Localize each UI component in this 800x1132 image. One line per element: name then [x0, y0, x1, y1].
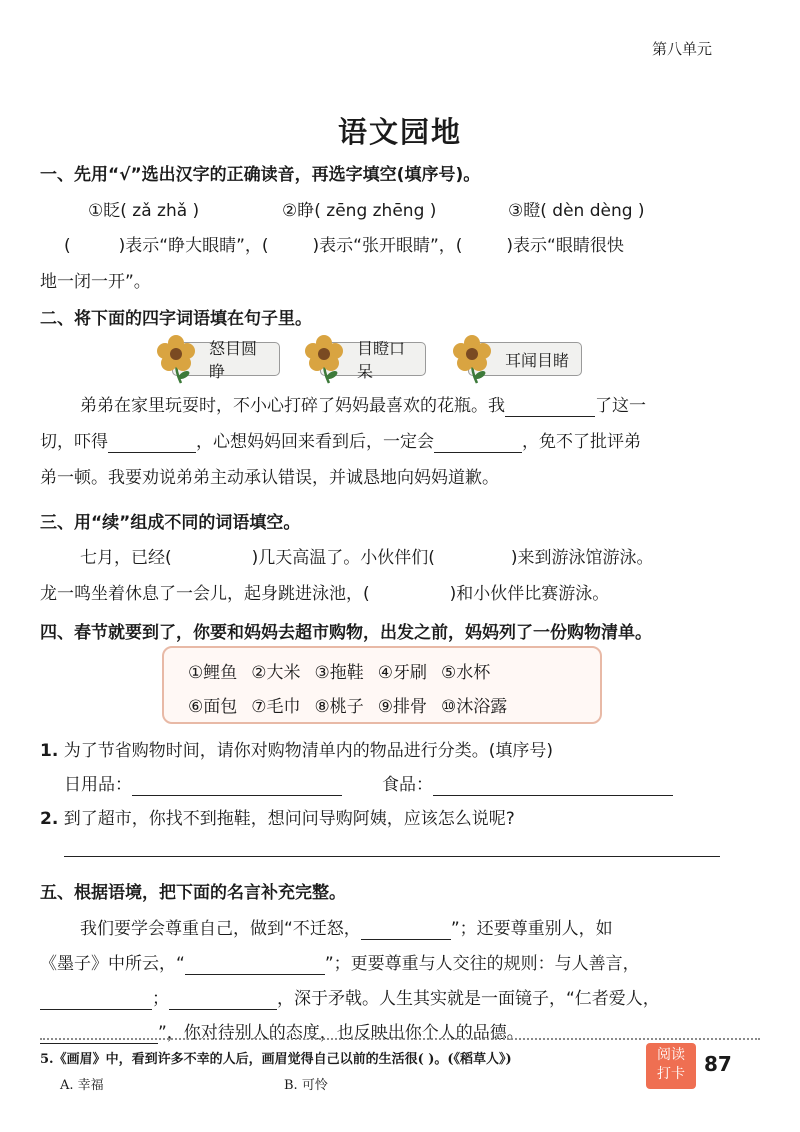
s5-line-3: ； ，深于矛戟。人生其实就是一面镜子，“仁者爱人， [40, 984, 660, 1010]
word-tag-label: 目瞪口呆 [357, 339, 406, 381]
flower-icon [447, 331, 497, 385]
shopping-list-row-2 [188, 692, 521, 717]
section-1-heading: 一、先用“√”选出汉字的正确读音，再选字填空(填序号)。 [40, 165, 481, 185]
pinyin-options[interactable]: ( dèn dèng ) [540, 201, 645, 221]
shopping-list-row-1 [188, 658, 504, 683]
reading-checkin-badge: 阅读 打卡 [646, 1043, 696, 1089]
classification-row [64, 770, 673, 796]
blank[interactable] [434, 432, 522, 453]
shopping-list-box [162, 646, 602, 724]
page-title: 语文园地 [337, 115, 462, 149]
pinyin-choice-3 [508, 196, 645, 221]
daily-goods-answer[interactable] [132, 775, 342, 796]
s3-line-1: 七月，已经( )几天高温了。小伙伴们( )来到游泳馆游泳。 [80, 548, 654, 568]
footer-divider [40, 1038, 760, 1040]
word-tag-label: 耳闻目睹 [505, 350, 570, 370]
section-2-heading: 二、将下面的四字词语填在句子里。 [40, 309, 312, 329]
flower-icon [151, 331, 201, 385]
section-3-heading: 三、用“续”组成不同的词语填空。 [40, 513, 301, 533]
unit-label: 第八单元 [651, 40, 712, 58]
char-label: ①眨 [88, 201, 121, 221]
food-answer[interactable] [433, 775, 673, 796]
answer-line[interactable] [64, 856, 720, 857]
s5-line-1: 我们要学会尊重自己，做到“不迁怒， ”；还要尊重别人，如 [80, 919, 613, 939]
list-item: ⑦毛巾 [251, 697, 301, 717]
char-label: ③瞪 [508, 201, 541, 221]
footer-option-a[interactable]: A. 幸福 [60, 1078, 104, 1093]
blank[interactable] [361, 919, 451, 940]
question-4-1: 1. 为了节省购物时间，请你对购物清单内的物品进行分类。(填序号) [40, 741, 553, 761]
pinyin-options[interactable]: ( zǎ zhǎ ) [120, 201, 200, 221]
food-label: 食品： [382, 775, 433, 795]
blank[interactable] [505, 396, 595, 417]
blank[interactable] [169, 989, 277, 1010]
flower-icon [299, 331, 349, 385]
list-item: ⑥面包 [188, 697, 238, 717]
blank[interactable] [185, 954, 325, 975]
fill-line-1: ( )表示“睁大眼睛”，( )表示“张开眼睛”，( )表示“眼睛很快 [64, 236, 624, 256]
daily-goods-label: 日用品： [64, 775, 132, 795]
word-tag-3[interactable] [468, 342, 582, 376]
word-tag-1[interactable] [172, 339, 280, 381]
blank[interactable] [40, 1023, 158, 1044]
footer-question: 5.《画眉》中，看到许多不幸的人后，画眉觉得自己以前的生活很( )。(《稻草人》) [40, 1052, 512, 1067]
fill-line-1-cont: 地一闭一开”。 [40, 272, 151, 292]
word-tag-2[interactable] [320, 339, 426, 381]
blank[interactable] [40, 989, 152, 1010]
list-item: ⑧桃子 [314, 697, 364, 717]
pinyin-choice-2 [282, 196, 436, 221]
section-5-heading: 五、根据语境，把下面的名言补充完整。 [40, 883, 346, 903]
page-number: 87 [704, 1052, 732, 1076]
s5-line-2: 《墨子》中所云，“ ”；更要尊重与人交往的规则：与人善言， [40, 954, 640, 974]
pinyin-options[interactable]: ( zēng zhēng ) [314, 201, 437, 221]
s2-paragraph-line-2: 切，吓得 ，心想妈妈回来看到后，一定会 ，免不了批评弟 [40, 432, 641, 452]
list-item: ⑤水杯 [441, 663, 491, 683]
s5-line-4: ”，你对待别人的态度，也反映出你个人的品德。 [40, 1018, 524, 1044]
list-item: ③拖鞋 [314, 663, 364, 683]
word-tag-label: 怒目圆睁 [209, 339, 258, 381]
list-item: ⑨排骨 [377, 697, 427, 717]
section-4-heading: 四、春节就要到了，你要和妈妈去超市购物，出发之前，妈妈列了一份购物清单。 [40, 623, 652, 643]
s2-paragraph-line-3: 弟一顿。我要劝说弟弟主动承认错误，并诚恳地向妈妈道歉。 [40, 468, 499, 488]
blank[interactable] [108, 432, 196, 453]
question-4-2: 2. 到了超市，你找不到拖鞋，想问问导购阿姨，应该怎么说呢? [40, 809, 515, 829]
s2-paragraph-line-1: 弟弟在家里玩耍时，不小心打碎了妈妈最喜欢的花瓶。我 了这一 [80, 396, 646, 416]
list-item: ①鲤鱼 [188, 663, 238, 683]
list-item: ⑩沐浴露 [441, 697, 508, 717]
list-item: ②大米 [251, 663, 301, 683]
footer-option-b[interactable]: B. 可怜 [284, 1078, 328, 1093]
list-item: ④牙刷 [377, 663, 427, 683]
pinyin-choice-1 [88, 196, 199, 221]
s3-line-2: 龙一鸣坐着休息了一会儿，起身跳进泳池，( )和小伙伴比赛游泳。 [40, 584, 610, 604]
char-label: ②睁 [282, 201, 315, 221]
